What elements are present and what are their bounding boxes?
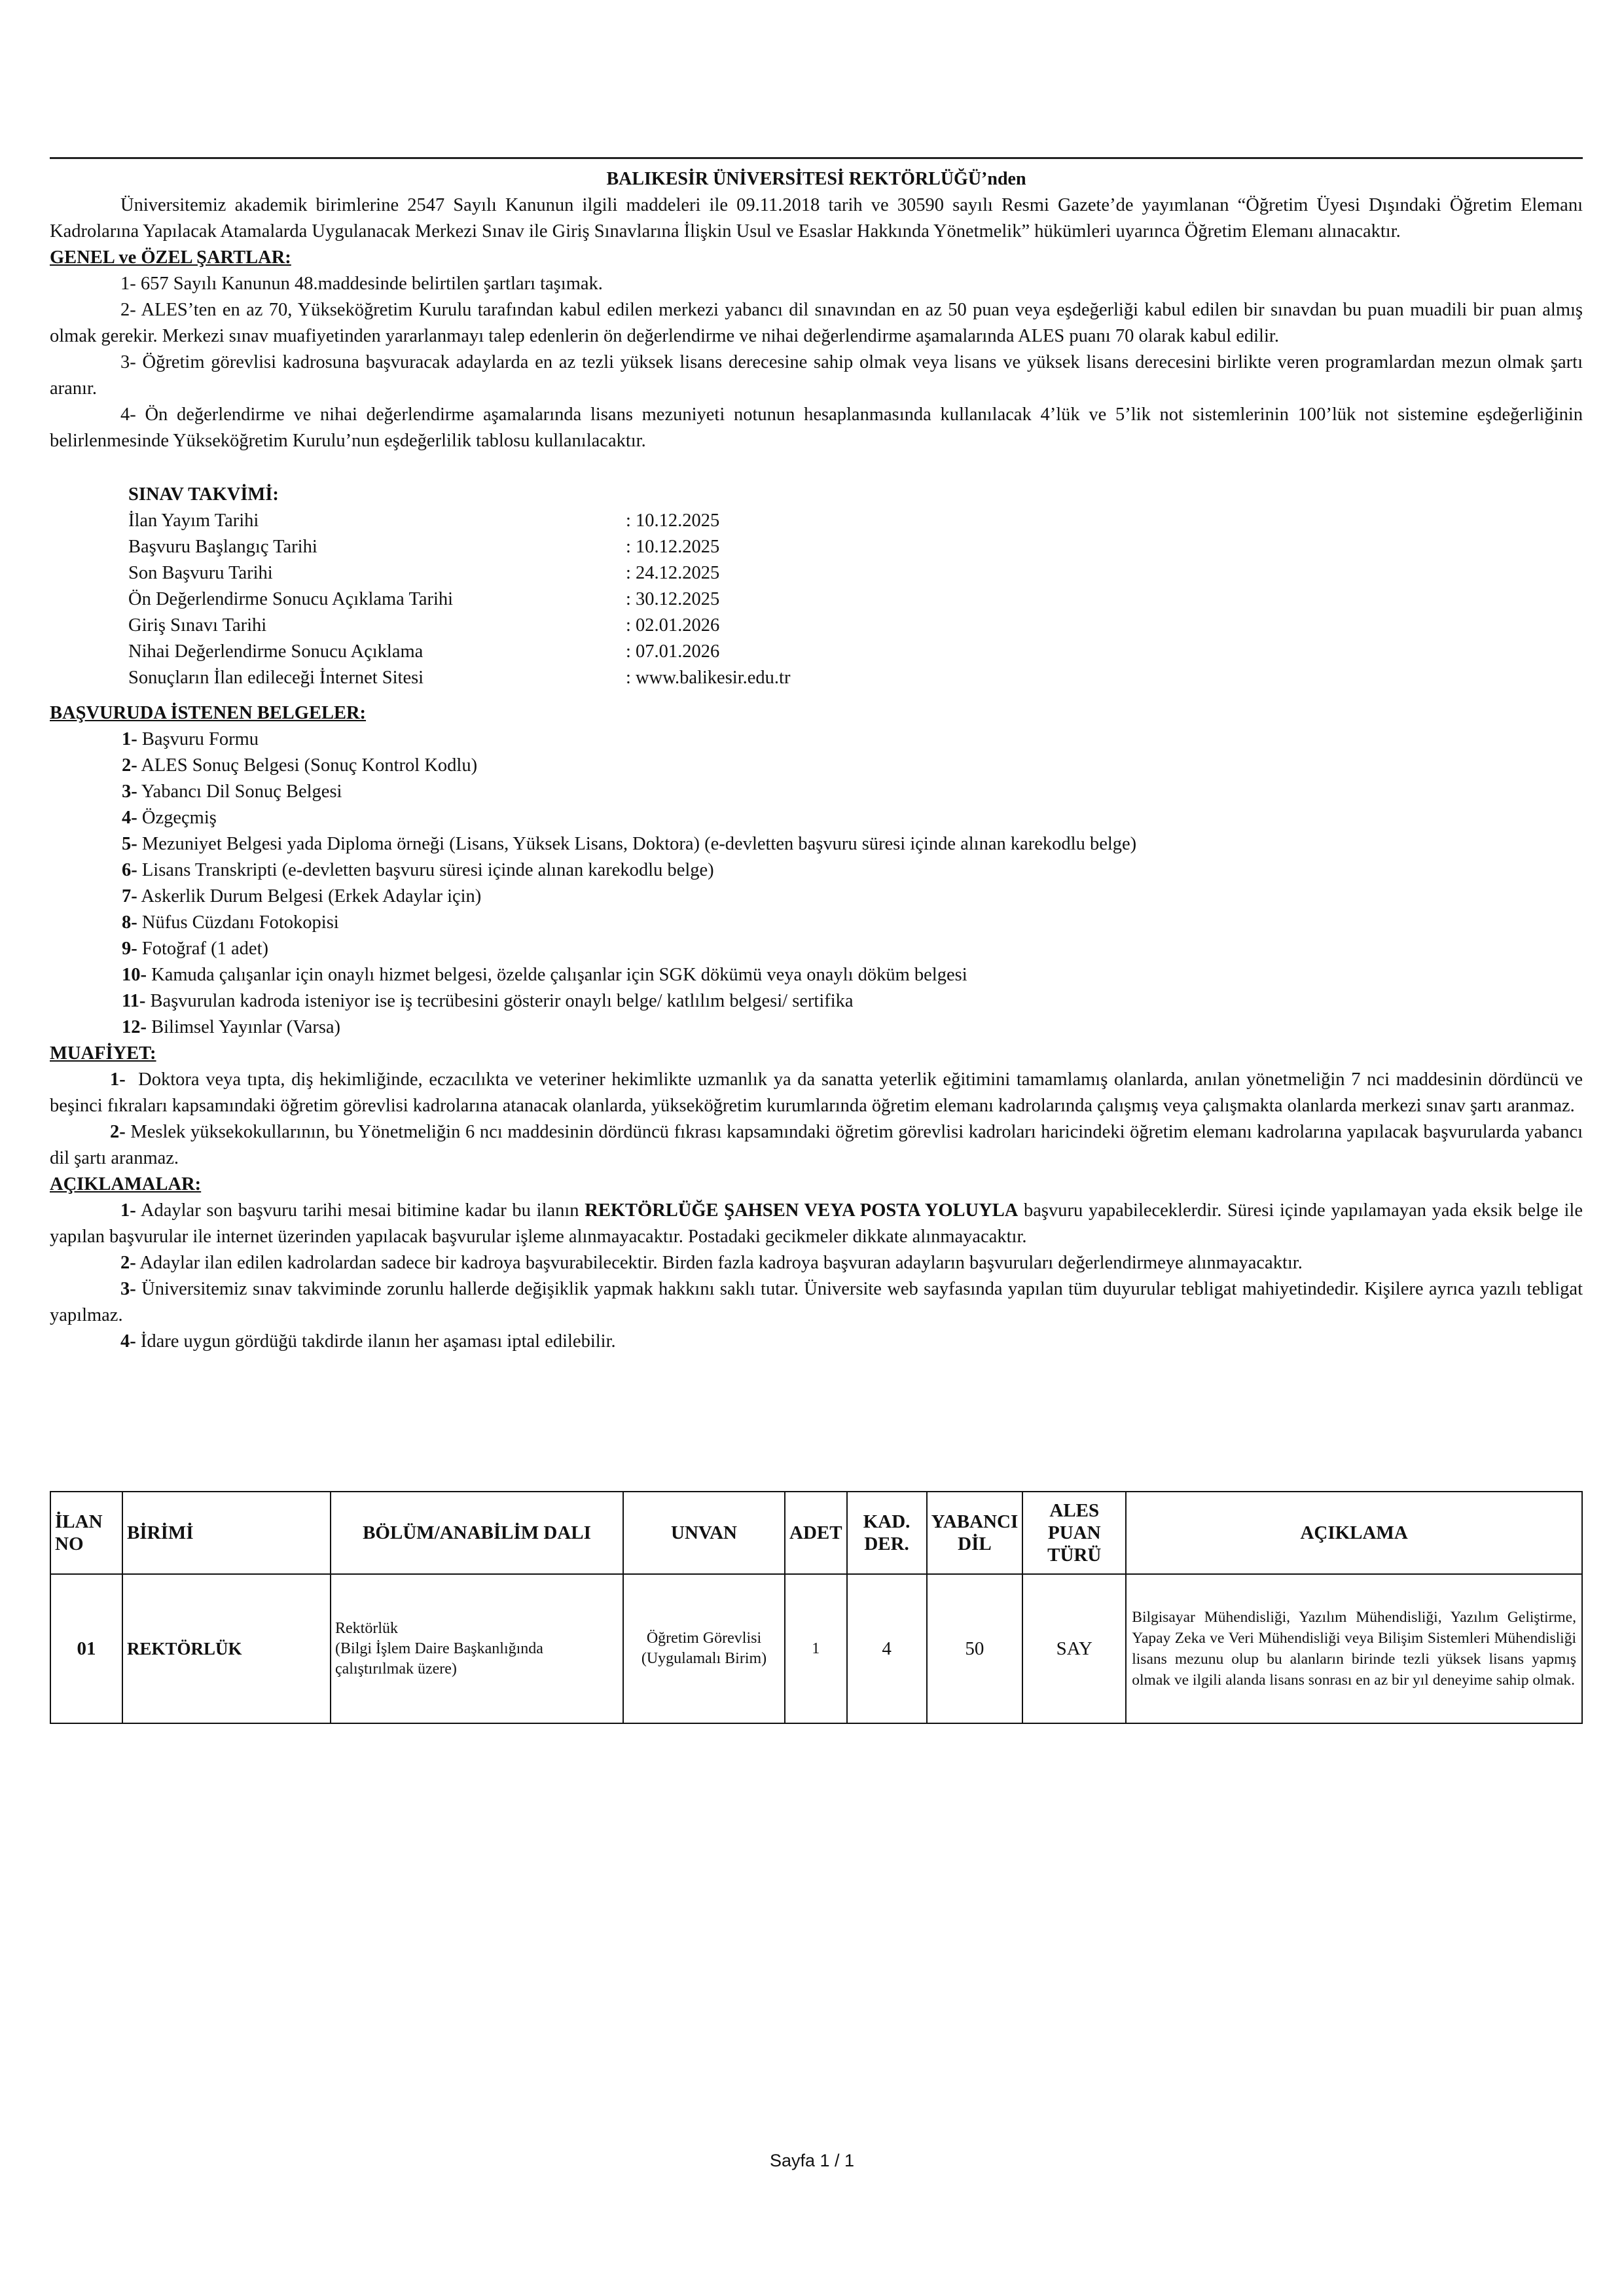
page-number: Sayfa 1 / 1 bbox=[769, 2151, 855, 2170]
schedule-value: : 07.01.2026 bbox=[626, 641, 720, 662]
cell-bolum: Rektörlük (Bilgi İşlem Daire Başkanlığında çalıştırılmak üzere) bbox=[331, 1574, 623, 1723]
list-item: 10- Kamuda çalışanlar için onaylı hizmet belgesi, özelde çalışanlar için SGK dökümü veya onaylı döküm belgesi bbox=[122, 965, 967, 985]
required-documents-list bbox=[50, 726, 1583, 1041]
cell-adet: 1 bbox=[785, 1574, 847, 1723]
col-header-yabanci-dil: YABANCI DİL bbox=[927, 1492, 1023, 1574]
belgeler-heading: BAŞVURUDA İSTENEN BELGELER: bbox=[50, 703, 367, 723]
col-header-birimi: BİRİMİ bbox=[122, 1492, 331, 1574]
col-header-adet: ADET bbox=[785, 1492, 847, 1574]
schedule-row bbox=[128, 639, 1583, 665]
list-item: 7- Askerlik Durum Belgesi (Erkek Adaylar için) bbox=[122, 886, 482, 906]
cell-ilan-no: 01 bbox=[50, 1574, 122, 1723]
application-method-emphasis: REKTÖRLÜĞE ŞAHSEN VEYA POSTA YOLUYLA bbox=[585, 1200, 1019, 1221]
list-item: 8- Nüfus Cüzdanı Fotokopisi bbox=[122, 912, 339, 933]
exam-schedule bbox=[50, 482, 1583, 691]
aciklamalar-heading: AÇIKLAMALAR: bbox=[50, 1174, 202, 1194]
col-header-bolum: BÖLÜM/ANABİLİM DALI bbox=[331, 1492, 623, 1574]
schedule-label: Sonuçların İlan edileceği İnternet Sitesi bbox=[128, 668, 424, 688]
list-item: 12- Bilimsel Yayınlar (Varsa) bbox=[122, 1017, 341, 1037]
schedule-label: Giriş Sınavı Tarihi bbox=[128, 615, 267, 636]
schedule-row bbox=[128, 534, 1583, 560]
col-header-ilan-no: İLAN NO bbox=[50, 1492, 122, 1574]
schedule-row bbox=[128, 665, 1583, 691]
schedule-label: Başvuru Başlangıç Tarihi bbox=[128, 537, 317, 557]
schedule-label: İlan Yayım Tarihi bbox=[128, 511, 259, 531]
sart-item: 2- ALES’ten en az 70, Yükseköğretim Kurulu tarafından kabul edilen merkezi yabancı dil sınavından en az 50 puan veya eşdeğerliği kabul edilen bir sınavdan bu puan muadili bir puan almış olmak gerekir. Merkezi sınav muafiyetinden yararlanmayı talep edenlerin ön değerlendirme ve nihai değerlendirme aşamalarında ALES puanı 70 olarak kabul edilir. bbox=[50, 300, 1583, 346]
intro-paragraph: Üniversitemiz akademik birimlerine 2547 Sayılı Kanunun ilgili maddeleri ile 09.11.2018 tarih ve 30590 sayılı Resmi Gazete’de yayımlanan “Öğretim Üyesi Dışındaki Öğretim Elemanı Kadrolarına Yapılacak Atamalarda Uygulanacak Merkezi Sınav ile Giriş Sınavlarına İlişkin Usul ve Esaslar Hakkında Yönetmelik” hükümleri uyarınca Öğretim Elemanı alınacaktır. bbox=[50, 195, 1583, 242]
announcement-title: BALIKESİR ÜNİVERSİTESİ REKTÖRLÜĞÜ’nden bbox=[606, 169, 1026, 189]
list-item: 11- Başvurulan kadroda isteniyor ise iş tecrübesini gösterir onaylı belge/ katlılım belgesi/ sertifika bbox=[122, 991, 854, 1011]
sart-item: 3- Öğretim görevlisi kadrosuna başvuracak adaylarda en az tezli yüksek lisans derecesine sahip olmak veya lisans ve yüksek lisans derecesini birlikte veren programlardan mezun olmak şartı aranır. bbox=[50, 352, 1583, 399]
schedule-label: Nihai Değerlendirme Sonucu Açıklama bbox=[128, 641, 424, 662]
announcement-body bbox=[50, 166, 1583, 1355]
cell-kad-der: 4 bbox=[847, 1574, 927, 1723]
aciklama-item: 3- Üniversitemiz sınav takviminde zorunlu hallerde değişiklik yapmak hakkını saklı tutar. Üniversite web sayfasında yapılan tüm duyurular tebligat mahiyetindedir. Kişilere ayrıca yazılı tebligat yapılmaz. bbox=[50, 1279, 1583, 1325]
col-header-aciklama: AÇIKLAMA bbox=[1126, 1492, 1582, 1574]
muafiyet-item: 1- Doktora veya tıpta, diş hekimliğinde, eczacılıkta ve veteriner hekimlikte uzmanlık ya da sanatta yeterlik eğitimini tamamlamış olanlarda, anılan yönetmeliğin 7 nci maddesinin dördüncü ve beşinci fıkraları kapsamındaki öğretim görevlisi kadrolarına atanacak olanlarda, yükseköğretim kurumlarında öğretim elemanı kadrolarında çalışmış veya çalışmakta olanlarda merkezi sınav şartı aranmaz. bbox=[50, 1069, 1583, 1116]
document-page bbox=[50, 0, 1583, 2296]
aciklama-item: 2- Adaylar ilan edilen kadrolardan sadece bir kadroya başvurabilecektir. Birden fazla kadroya başvuran adayların başvuruları değerlendirmeye alınmayacaktır. bbox=[120, 1253, 1303, 1273]
col-header-ales: ALES PUAN TÜRÜ bbox=[1022, 1492, 1126, 1574]
schedule-website[interactable]: : www.balikesir.edu.tr bbox=[626, 668, 791, 688]
position-table bbox=[50, 1491, 1583, 1724]
cell-yabanci-dil: 50 bbox=[927, 1574, 1023, 1723]
schedule-value: : 10.12.2025 bbox=[626, 511, 720, 531]
cell-unvan: Öğretim Görevlisi (Uygulamalı Birim) bbox=[623, 1574, 785, 1723]
schedule-value: : 30.12.2025 bbox=[626, 589, 720, 609]
schedule-value: : 02.01.2026 bbox=[626, 615, 720, 636]
aciklama-item: 1- Adaylar son başvuru tarihi mesai bitimine kadar bu ilanın REKTÖRLÜĞE ŞAHSEN VEYA POSTA YOLUYLA başvuru yapabileceklerdir. Süresi içinde yapılamayan yada eksik belge ile yapılan başvurular ile internet üzerinden yapılacak başvurular işleme alınmayacaktır. Postadaki gecikmeler dikkate alınmayacaktır. bbox=[50, 1200, 1583, 1247]
genel-sartlar-heading: GENEL ve ÖZEL ŞARTLAR: bbox=[50, 247, 291, 268]
schedule-heading: SINAV TAKVİMİ: bbox=[128, 484, 279, 505]
list-item: 4- Özgeçmiş bbox=[122, 808, 217, 828]
sart-item: 4- Ön değerlendirme ve nihai değerlendirme aşamalarında lisans mezuniyeti notunun hesaplanmasında kullanılacak 4’lük ve 5’lik not sistemlerinin 100’lük not sistemine eşdeğerliğinin belirlenmesinde Yükseköğretim Kurulu’nun eşdeğerlilik tablosu kullanılacaktır. bbox=[50, 404, 1583, 451]
schedule-row bbox=[128, 508, 1583, 534]
list-item: 5- Mezuniyet Belgesi yada Diploma örneği (Lisans, Yüksek Lisans, Doktora) (e-devletten başvuru süresi içinde alınan karekodlu belge) bbox=[122, 834, 1137, 854]
list-item: 3- Yabancı Dil Sonuç Belgesi bbox=[122, 781, 342, 802]
list-item: 1- Başvuru Formu bbox=[122, 729, 259, 749]
schedule-label: Son Başvuru Tarihi bbox=[128, 563, 273, 583]
table-header-row bbox=[50, 1492, 1582, 1574]
schedule-value: : 24.12.2025 bbox=[626, 563, 720, 583]
schedule-row bbox=[128, 560, 1583, 586]
schedule-label: Ön Değerlendirme Sonucu Açıklama Tarihi bbox=[128, 589, 454, 609]
cell-ales: SAY bbox=[1022, 1574, 1126, 1723]
table-row bbox=[50, 1574, 1582, 1723]
muafiyet-item: 2- Meslek yüksekokullarının, bu Yönetmeliğin 6 ncı maddesinin dördüncü fıkrası kapsamındaki öğretim görevlisi kadroları haricindeki öğretim elemanı kadrolarına yapılacak başvurularda yabancı dil şartı aranmaz. bbox=[50, 1122, 1583, 1168]
col-header-kad-der: KAD. DER. bbox=[847, 1492, 927, 1574]
top-rule bbox=[50, 157, 1583, 159]
cell-birimi: REKTÖRLÜK bbox=[122, 1574, 331, 1723]
list-item: 2- ALES Sonuç Belgesi (Sonuç Kontrol Kodlu) bbox=[122, 755, 478, 776]
schedule-value: : 10.12.2025 bbox=[626, 537, 720, 557]
sart-item: 1- 657 Sayılı Kanunun 48.maddesinde belirtilen şartları taşımak. bbox=[120, 274, 603, 294]
schedule-row bbox=[128, 613, 1583, 639]
schedule-row bbox=[128, 586, 1583, 613]
muafiyet-heading: MUAFİYET: bbox=[50, 1043, 156, 1064]
col-header-unvan: UNVAN bbox=[623, 1492, 785, 1574]
list-item: 6- Lisans Transkripti (e-devletten başvuru süresi içinde alınan karekodlu belge) bbox=[122, 860, 714, 880]
aciklama-item: 4- İdare uygun gördüğü takdirde ilanın her aşaması iptal edilebilir. bbox=[120, 1331, 616, 1352]
cell-aciklama: Bilgisayar Mühendisliği, Yazılım Mühendisliği, Yazılım Geliştirme, Yapay Zeka ve Veri Mühendisliği veya Bilişim Sistemleri Mühendisliği lisans mezunu olup bu alanların birinde tezli yüksek lisans yapmış olmak ve ilgili alanda lisans sonrası en az bir yıl deneyime sahip olmak. bbox=[1126, 1574, 1582, 1723]
list-item: 9- Fotoğraf (1 adet) bbox=[122, 939, 268, 959]
